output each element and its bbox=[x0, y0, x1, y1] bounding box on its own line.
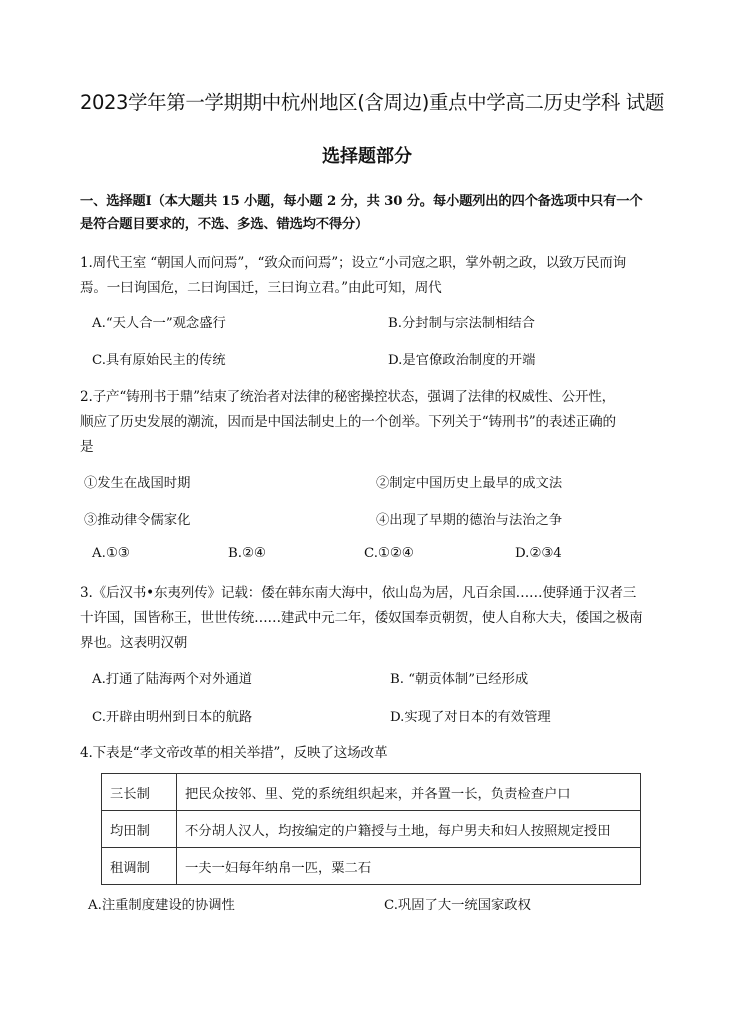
reform-measures-table bbox=[101, 773, 641, 885]
measure-description: 把民众按邻、里、党的系统组织起来，并各置一长，负责检查户口 bbox=[177, 774, 641, 811]
table-row bbox=[102, 774, 641, 811]
q3-stem-line-3: 界也。这表明汉朝 bbox=[80, 635, 188, 651]
q2-option-d: D.②③4 bbox=[515, 546, 562, 561]
q2-stem-line-3: 是 bbox=[80, 439, 94, 455]
q2-statement-3: ③推动律令儒家化 bbox=[84, 513, 191, 528]
q3-option-c: C.开辟由明州到日本的航路 bbox=[92, 710, 253, 725]
q2-stem-line-2: 顺应了历史发展的潮流，因而是中国法制史上的一个创举。下列关于“铸刑书”的表述正确的 bbox=[80, 414, 616, 430]
q4-option-c: C.巩固了大一统国家政权 bbox=[384, 898, 531, 913]
measure-name: 三长制 bbox=[102, 774, 177, 811]
q2-statement-2: ②制定中国历史上最早的成文法 bbox=[376, 476, 563, 491]
instructions-line-1: 一、选择题Ⅰ（本大题共 15 小题，每小题 2 分，共 30 分。每小题列出的四个备选项中只有一个 bbox=[80, 194, 643, 209]
measure-description: 不分胡人汉人，均按编定的户籍授与土地，每户男夫和妇人按照规定授田 bbox=[177, 811, 641, 848]
q1-option-c: C.具有原始民主的传统 bbox=[92, 353, 226, 368]
q2-stem-line-1: 2.子产“铸刑书于鼎”结束了统治者对法律的秘密操控状态，强调了法律的权威性、公开性， bbox=[80, 389, 616, 405]
table-row bbox=[102, 811, 641, 848]
q1-option-a: A.“天人合一”观念盛行 bbox=[92, 316, 226, 331]
instructions-line-2: 是符合题目要求的，不选、多选、错选均不得分） bbox=[80, 217, 369, 232]
q3-option-d: D.实现了对日本的有效管理 bbox=[390, 710, 551, 725]
measure-description: 一夫一妇每年纳帛一匹，粟二石 bbox=[177, 848, 641, 885]
q1-option-d: D.是官僚政治制度的开端 bbox=[388, 353, 536, 368]
q1-stem-line-1: 1.周代王室 “朝国人而问焉”，“致众而问焉”；设立“小司寇之职，掌外朝之政，以致万民而询 bbox=[80, 255, 627, 271]
q3-stem-line-1: 3.《后汉书•东夷列传》记载：倭在韩东南大海中，依山岛为居，凡百余国……使驿通于汉者三 bbox=[80, 585, 637, 601]
q2-option-b: B.②④ bbox=[228, 546, 266, 561]
q3-option-a: A.打通了陆海两个对外通道 bbox=[92, 672, 253, 687]
exam-title: 2023学年第一学期期中杭州地区(含周边)重点中学高二历史学科 试题 bbox=[80, 91, 664, 114]
q3-stem-line-2: 十许国，国皆称王，世世传统……建武中元二年，倭奴国奉贡朝贺，使人自称大夫，倭国之极南 bbox=[80, 610, 643, 626]
q2-statement-4: ④出现了早期的德治与法治之争 bbox=[376, 513, 563, 528]
q3-option-b: B. “朝贡体制”已经形成 bbox=[390, 672, 529, 687]
table-row bbox=[102, 848, 641, 885]
q1-stem-line-2: 焉。一曰询国危，二曰询国迁，三曰询立君。”由此可知，周代 bbox=[80, 280, 442, 296]
q2-option-c: C.①②④ bbox=[364, 546, 414, 561]
q4-option-a: A.注重制度建设的协调性 bbox=[88, 898, 235, 913]
q2-statement-1: ①发生在战国时期 bbox=[84, 476, 191, 491]
measure-name: 租调制 bbox=[102, 848, 177, 885]
q2-option-a: A.①③ bbox=[92, 546, 130, 561]
q1-option-b: B.分封制与宗法制相结合 bbox=[388, 316, 535, 331]
measure-name: 均田制 bbox=[102, 811, 177, 848]
q4-stem: 4.下表是“孝文帝改革的相关举措”，反映了这场改革 bbox=[80, 745, 388, 761]
section-title: 选择题部分 bbox=[322, 146, 412, 167]
